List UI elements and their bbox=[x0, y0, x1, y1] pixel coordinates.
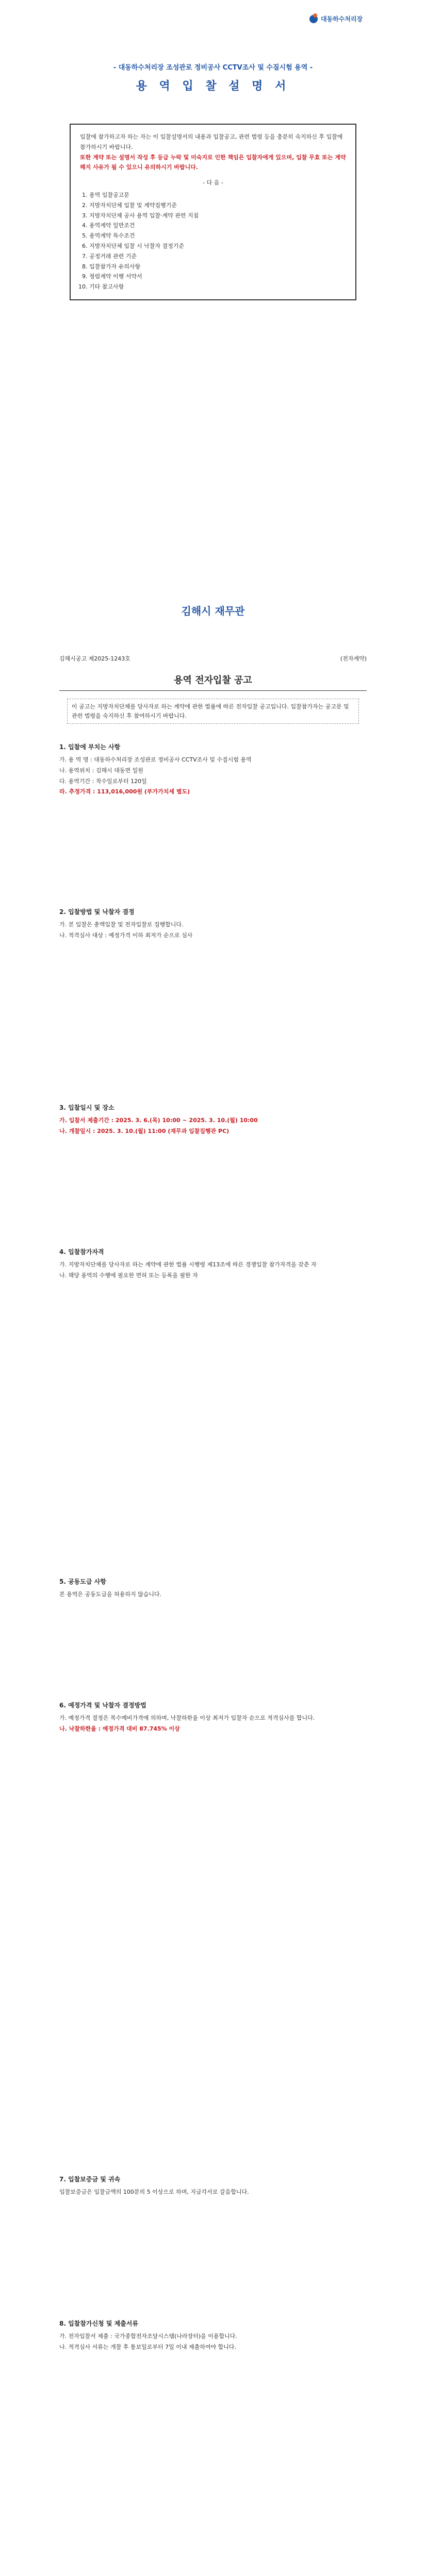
section-heading: 3. 입찰일시 및 장소 bbox=[59, 1104, 114, 1111]
notice-divider: - 다 음 - bbox=[203, 179, 223, 187]
document-subtitle: - 대동하수처리장 조성관로 정비공사 CCTV조사 및 수질시험 용역 - bbox=[113, 64, 313, 72]
section-heading: 7. 입찰보증금 및 귀속 bbox=[59, 2176, 121, 2183]
section-line: 다. 용역기간 : 착수일로부터 120일 bbox=[59, 777, 147, 785]
list-item: 4. 용역계약 일반조건 bbox=[89, 221, 346, 231]
section-8 bbox=[59, 2318, 367, 2353]
section-heading: 8. 입찰참가신청 및 제출서류 bbox=[59, 2320, 138, 2327]
list-item: 10. 기타 참고사항 bbox=[89, 282, 346, 292]
announcement-lead: 이 공고는 지방자치단체를 당사자로 하는 계약에 관한 법률에 따른 전자입찰 공고입니다. 입찰참가자는 공고문 및 관련 법령을 숙지하신 후 참여하시기 바랍니다. bbox=[67, 699, 359, 724]
document-title: 용 역 입 찰 설 명 서 bbox=[136, 80, 290, 93]
list-item: 6. 지방자치단체 입찰 시 낙찰자 결정기준 bbox=[89, 241, 346, 251]
divider bbox=[59, 690, 367, 691]
logo-mark-icon bbox=[309, 15, 318, 23]
section-line: 나. 적격심사 대상 : 예정가격 이하 최저가 순으로 심사 bbox=[59, 932, 193, 939]
section-line: 가. 본 입찰은 총액입찰 및 전자입찰로 집행합니다. bbox=[59, 921, 184, 928]
announcement-title: 용역 전자입찰 공고 bbox=[174, 675, 252, 686]
section-3 bbox=[59, 1103, 367, 1138]
section-line: 라. 추정가격 : 113,016,000원 (부가가치세 별도) bbox=[59, 788, 190, 795]
section-1 bbox=[59, 742, 367, 798]
notice-intro: 입찰에 참가하고자 하는 자는 이 입찰설명서의 내용과 입찰공고, 관련 법령 등을 충분히 숙지하신 후 입찰에 참가하시기 바랍니다. bbox=[80, 133, 343, 150]
section-heading: 4. 입찰참가자격 bbox=[59, 1248, 104, 1256]
section-7 bbox=[59, 2174, 367, 2198]
section-heading: 5. 공동도급 사항 bbox=[59, 1578, 106, 1585]
section-heading: 1. 입찰에 부치는 사항 bbox=[59, 743, 121, 751]
brand-name: 대동하수처리장 bbox=[321, 15, 363, 23]
section-line: 나. 적격심사 서류는 개찰 후 통보일로부터 7일 이내 제출하여야 합니다. bbox=[59, 2344, 236, 2351]
section-line: 가. 입찰서 제출기간 : 2025. 3. 6.(목) 10:00 ~ 2025. 3. 10.(월) 10:00 bbox=[59, 1117, 258, 1124]
list-item: 8. 입찰참가자 유의사항 bbox=[89, 262, 346, 272]
announcement-number: 김해시공고 제2025-1243호 bbox=[59, 655, 130, 662]
notice-list bbox=[80, 190, 346, 292]
list-item: 2. 지방자치단체 입찰 및 계약집행기준 bbox=[89, 200, 346, 211]
issuer-dept: 김해시 재무관 bbox=[181, 605, 245, 617]
list-item: 1. 용역 입찰공고문 bbox=[89, 190, 346, 200]
section-6 bbox=[59, 1700, 367, 1735]
section-line: 입찰보증금은 입찰금액의 100분의 5 이상으로 하며, 지급각서로 갈음합니다. bbox=[59, 2189, 249, 2196]
list-item: 3. 지방자치단체 공사 용역 입찰·계약 관련 지침 bbox=[89, 211, 346, 221]
notice-warning: 또한 계약 또는 설명서 작성 후 등급 누락 및 미숙지로 인한 책임은 입찰자에게 있으며, 입찰 무효 또는 계약 해지 사유가 될 수 있으니 유의하시기 바랍니다. bbox=[80, 154, 346, 171]
section-2 bbox=[59, 907, 367, 942]
section-heading: 2. 입찰방법 및 낙찰자 결정 bbox=[59, 908, 135, 916]
section-line: 본 용역은 공동도급을 허용하지 않습니다. bbox=[59, 1591, 162, 1598]
section-line: 가. 용 역 명 : 대동하수처리장 조성관로 정비공사 CCTV조사 및 수질시험 용역 bbox=[59, 756, 252, 764]
brand-logo bbox=[309, 14, 363, 23]
section-line: 가. 지방자치단체를 당사자로 하는 계약에 관한 법률 시행령 제13조에 따른 경쟁입찰 참가자격을 갖춘 자 bbox=[59, 1261, 317, 1268]
section-heading: 6. 예정가격 및 낙찰자 결정방법 bbox=[59, 1702, 146, 1709]
list-item: 9. 청렴계약 이행 서약서 bbox=[89, 272, 346, 282]
list-item: 5. 용역계약 특수조건 bbox=[89, 231, 346, 241]
section-5 bbox=[59, 1577, 367, 1601]
section-line: 나. 해당 용역의 수행에 필요한 면허 또는 등록을 필한 자 bbox=[59, 1272, 198, 1279]
section-line: 나. 개찰일시 : 2025. 3. 10.(월) 11:00 (재무과 입찰집행관 PC) bbox=[59, 1128, 230, 1135]
section-4 bbox=[59, 1247, 367, 1282]
list-item: 7. 공정거래 관련 기준 bbox=[89, 251, 346, 262]
notice-box bbox=[70, 124, 356, 300]
announcement-type: (전자계약) bbox=[340, 655, 367, 662]
section-line: 가. 예정가격 결정은 복수예비가격에 의하며, 낙찰하한율 이상 최저가 입찰자 순으로 적격심사를 합니다. bbox=[59, 1715, 315, 1722]
section-line: 가. 전자입찰서 제출 : 국가종합전자조달시스템(나라장터)을 이용합니다. bbox=[59, 2333, 237, 2340]
section-line: 나. 용역위치 : 김해시 대동면 일원 bbox=[59, 767, 143, 774]
section-line: 나. 낙찰하한율 : 예정가격 대비 87.745% 이상 bbox=[59, 1725, 180, 1733]
